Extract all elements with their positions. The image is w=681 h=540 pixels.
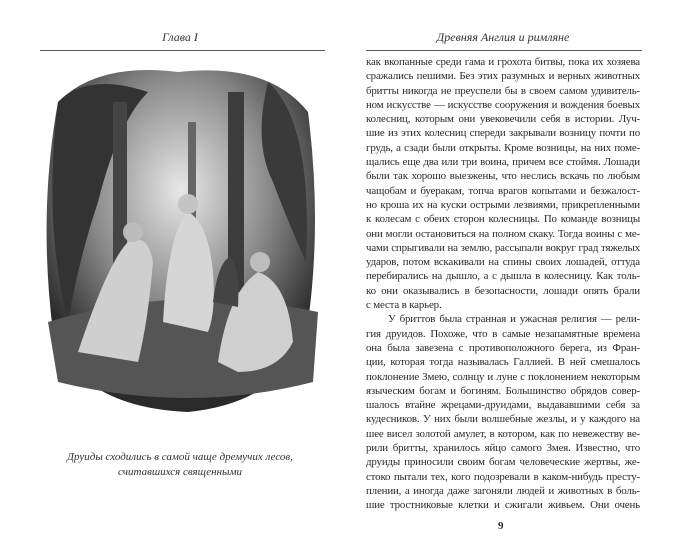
running-head-right: Древняя Англия и римляне <box>436 30 570 44</box>
text-line: бритты никогда не преуспели бы в своем самом удивитель- <box>366 84 640 97</box>
text-line: с места в карьер. <box>366 299 442 312</box>
text-line: ко они оказывались в безопасности, лошади опять брали <box>366 284 640 297</box>
text-line: поклонение Змею, солнцу и луне с поклонением некоторым <box>366 370 640 383</box>
text-line: к колесам с обеих сторон колесницы. По команде возницы <box>366 213 640 226</box>
running-head-left: Глава I <box>162 30 198 44</box>
text-line: языческим богам и богиням. Большинство обрядов совер- <box>366 384 640 397</box>
text-line: шие из этих колесниц спереди закрывали возницу почти по <box>366 127 640 140</box>
text-line: шее висел золотой амулет, в котором, как по невежеству ве- <box>366 427 640 440</box>
text-line: грудь, а сзади были открыты. Кроме возницы, на них поме- <box>366 141 640 154</box>
text-line: они могли остановиться на полном скаку. Тогда воины с ме- <box>366 227 640 240</box>
text-line: как вкопанные среди гама и грохота битвы, пока их хозяева <box>366 56 640 68</box>
header-rule-left <box>40 50 325 51</box>
text-line: чами спрыгивали на землю, рассыпали вокруг град тяжелых <box>366 241 640 254</box>
header-rule-right <box>366 50 642 51</box>
text-line: были так хорошо выезжены, что неслись вскачь по любым <box>366 170 640 183</box>
page-number: 9 <box>498 520 504 532</box>
text-line: шие тростниковые клетки и сжигали живьем. Они очень <box>366 499 640 512</box>
caption-line: Друиды сходились в самой чаще дремучих лесов, <box>67 451 293 463</box>
text-line: чащобам и буеракам, топча врагов копытами и безжалост- <box>366 184 640 197</box>
text-line: но кроша их на куски острыми лезвиями, прикрепленными <box>366 198 640 211</box>
text-line: кудесников. У них были волшебные жезлы, и у каждого на <box>366 413 640 426</box>
text-line: ции, которая тогда называлась Галлией. В ней смешалось <box>366 356 640 369</box>
text-line: ном искусстве — искусстве сооружения и вождения боевых <box>366 98 640 111</box>
text-line: колесниц, которым они увековечили себя в истории. Луч- <box>366 113 640 126</box>
text-line: рили бритты, хранилось яйцо самого Змея. Известно, что <box>366 442 640 455</box>
text-line: сражались пешими. Без этих разумных и верных животных <box>366 70 640 83</box>
text-line: друиды приносили своим богам человеческие жертвы, же- <box>366 456 640 469</box>
text-line: шалось втайне жрецами-друидами, выдававшими себя за <box>366 399 640 412</box>
text-line: гия друидов. Похоже, что в самые незапамятные времена <box>366 327 640 340</box>
body-text <box>366 55 640 513</box>
text-line: стоко пытали тех, кого подозревали в каком-нибудь престу- <box>366 470 640 483</box>
text-line: плении, а иногда даже загоняли людей и животных в боль- <box>366 484 640 497</box>
illustration-caption <box>40 450 320 480</box>
druids-engraving-illustration <box>38 62 322 414</box>
text-line: У бриттов была странная и ужасная религия — рели- <box>388 313 640 326</box>
text-line: щались еще два или три воина, причем все стоймя. Лошади <box>366 156 640 169</box>
caption-line: считавшихся священными <box>118 466 242 478</box>
text-line: ударов, потом вскакивали на спины своих лошадей, оттуда <box>366 256 640 269</box>
text-line: она была завезена с противоположного берега, из Фран- <box>366 341 640 354</box>
text-line: перебирались на дышло, а с дышла в колесницу. Как толь- <box>366 270 640 283</box>
